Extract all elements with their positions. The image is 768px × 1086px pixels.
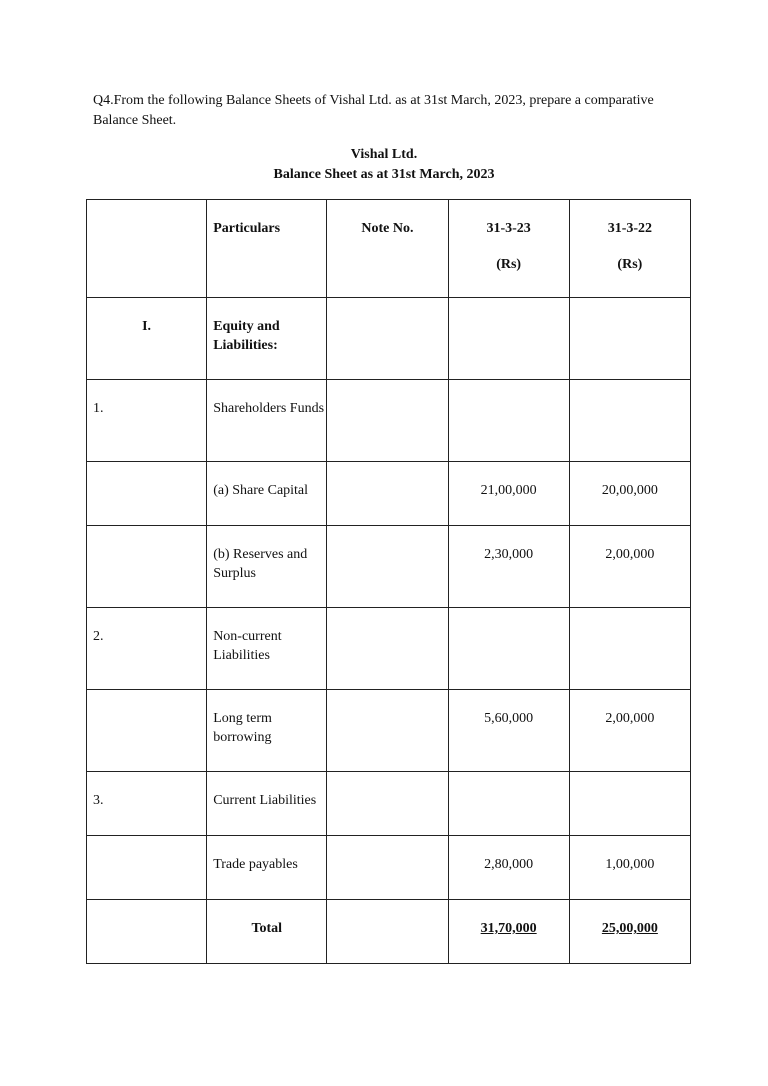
row-particulars: Non-current Liabilities — [207, 608, 327, 690]
row-year1: 2,30,000 — [448, 526, 569, 608]
row-note — [327, 772, 448, 836]
row-num — [87, 462, 207, 526]
row-note — [327, 526, 448, 608]
row-particulars: Trade payables — [207, 836, 327, 900]
table-row — [87, 298, 691, 380]
row-note — [327, 462, 448, 526]
total-num-cell — [87, 900, 207, 964]
total-year2: 25,00,000 — [601, 921, 658, 936]
table-row — [87, 526, 691, 608]
row-note — [327, 836, 448, 900]
row-note — [327, 298, 448, 380]
row-year2: 20,00,000 — [569, 462, 690, 526]
row-particulars: Shareholders Funds — [207, 380, 327, 462]
row-particulars: Current Liabilities — [207, 772, 327, 836]
row-year1: 21,00,000 — [448, 462, 569, 526]
row-year2 — [569, 772, 690, 836]
header-note-label: Note No. — [361, 221, 414, 236]
row-particulars: (b) Reserves and Surplus — [207, 526, 327, 608]
row-num — [87, 836, 207, 900]
header-particulars-label: Particulars — [213, 221, 281, 236]
row-num: I. — [87, 298, 207, 380]
row-note — [327, 608, 448, 690]
table-header-row — [87, 200, 691, 298]
row-note — [327, 380, 448, 462]
table-row — [87, 836, 691, 900]
row-year2 — [569, 608, 690, 690]
row-num — [87, 526, 207, 608]
row-note — [327, 690, 448, 772]
total-row — [87, 900, 691, 964]
table-row — [87, 690, 691, 772]
row-num: 3. — [87, 772, 207, 836]
row-particulars: Equity and Liabilities: — [207, 298, 327, 380]
header-year2-label: 31-3-22 — [607, 221, 653, 236]
balance-sheet-heading — [0, 145, 768, 185]
total-year1: 31,70,000 — [480, 921, 537, 936]
row-particulars: (a) Share Capital — [207, 462, 327, 526]
header-year1-unit: (Rs) — [496, 257, 522, 272]
header-note — [327, 200, 448, 298]
total-year1-cell — [448, 900, 569, 964]
row-num: 2. — [87, 608, 207, 690]
row-year1: 2,80,000 — [448, 836, 569, 900]
row-year2 — [569, 298, 690, 380]
table-row — [87, 772, 691, 836]
header-num-cell — [87, 200, 207, 298]
row-year1: 5,60,000 — [448, 690, 569, 772]
question-text: Q4.From the following Balance Sheets of Vishal Ltd. as at 31st March, 2023, prepare a comparative Balance Sheet. — [93, 93, 654, 128]
row-year2: 2,00,000 — [569, 526, 690, 608]
table-row — [87, 608, 691, 690]
header-year1-label: 31-3-23 — [486, 221, 531, 236]
balance-sheet-table — [86, 199, 691, 964]
total-year2-cell — [569, 900, 690, 964]
total-label: Total — [207, 900, 327, 964]
header-particulars — [207, 200, 327, 298]
row-year1 — [448, 380, 569, 462]
header-year1 — [448, 200, 569, 298]
header-year2-unit: (Rs) — [617, 257, 643, 272]
row-year2 — [569, 380, 690, 462]
company-name: Vishal Ltd. — [350, 147, 418, 162]
header-year2 — [569, 200, 690, 298]
row-year2: 1,00,000 — [569, 836, 690, 900]
row-num — [87, 690, 207, 772]
table-row — [87, 380, 691, 462]
total-note-cell — [327, 900, 448, 964]
sheet-title: Balance Sheet as at 31st March, 2023 — [273, 167, 495, 182]
row-particulars: Long term borrowing — [207, 690, 327, 772]
row-year2: 2,00,000 — [569, 690, 690, 772]
row-year1 — [448, 772, 569, 836]
row-num: 1. — [87, 380, 207, 462]
row-year1 — [448, 298, 569, 380]
table-row — [87, 462, 691, 526]
row-year1 — [448, 608, 569, 690]
